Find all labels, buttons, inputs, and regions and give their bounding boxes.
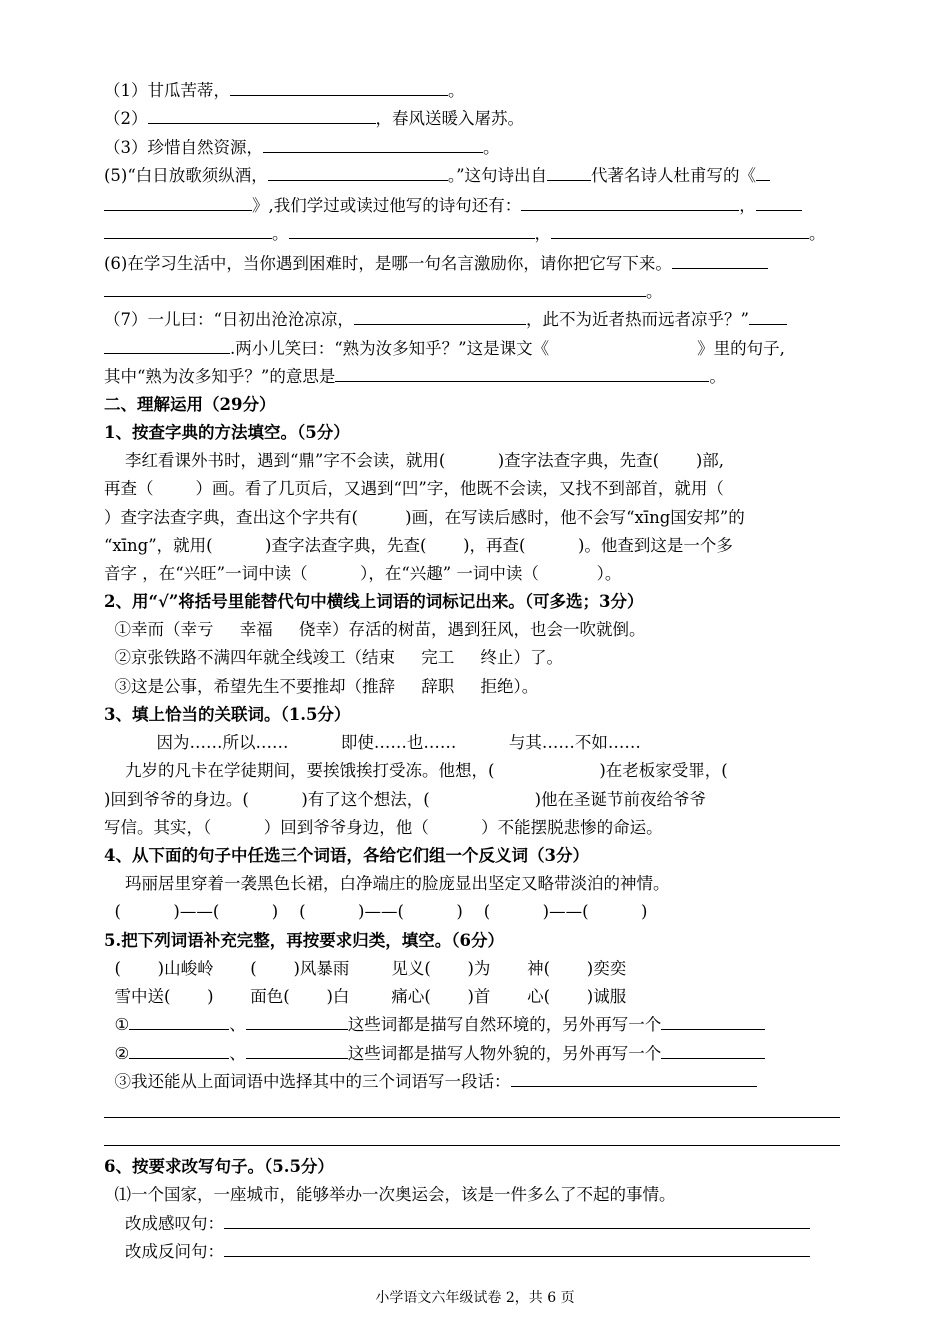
- item-2: （2） ，春风送暖入屠苏。: [104, 109, 524, 128]
- q1-text: 再查（ ）画。看了几页后，又遇到“凹”字，他既不会读，又找不到部首，就用（: [104, 479, 724, 498]
- blank[interactable]: [756, 196, 802, 211]
- q3-text: 写信。其实，（ ）回到爷爷身边，他（ ）不能摆脱悲惨的命运。: [104, 818, 663, 837]
- q3-text: )回到爷爷的身边。( )有了这个想法，( )他在圣诞节前夜给爷爷: [104, 790, 707, 809]
- q4-title: 4、从下面的句子中任选三个词语，各给它们组一个反义词（3分）: [104, 846, 589, 865]
- item-6-line2: 。: [104, 281, 663, 303]
- blank[interactable]: [148, 109, 376, 124]
- q5-sub-3: ③我还能从上面词语中选择其中的三个词语写一段话：: [104, 1071, 757, 1093]
- blank[interactable]: [224, 1214, 810, 1229]
- item-3: （3）珍惜自然资源， 。: [104, 138, 500, 157]
- blank[interactable]: [749, 310, 787, 325]
- item-5-line1: (5)“白日放歌须纵酒， 。”这句诗出自 代著名诗人杜甫写的《: [104, 165, 770, 187]
- q2-item: ①幸而（幸亏 幸福 侥幸）存活的树苗，遇到狂风，也会一吹就倒。: [104, 620, 646, 639]
- blank[interactable]: [521, 196, 739, 211]
- blank[interactable]: [661, 1015, 765, 1030]
- blank[interactable]: [104, 196, 252, 211]
- answer-line[interactable]: [104, 1145, 840, 1146]
- blank[interactable]: [756, 166, 770, 181]
- q6-sentence: ⑴一个国家，一座城市，能够举办一次奥运会，该是一件多么了不起的事情。: [104, 1185, 676, 1204]
- q2-title: 2、用“√”将括号里能替代句中横线上词语的词标记出来。（可多选；3分）: [104, 592, 644, 611]
- q3-title: 3、填上恰当的关联词。（1.5分）: [104, 705, 351, 724]
- blank[interactable]: [104, 339, 230, 354]
- q5-sub-1: ① 、 这些词都是描写自然环境的，另外再写一个: [104, 1014, 765, 1036]
- item-1: （1）甘瓜苦蒂， 。: [104, 81, 465, 100]
- item-6-line1: (6)在学习生活中，当你遇到困难时，是哪一句名言激励你，请你把它写下来。: [104, 253, 768, 275]
- q1-title: 1、按查字典的方法填空。（5分）: [104, 423, 350, 442]
- q5-title: 5.把下列词语补充完整，再按要求归类，填空。（6分）: [104, 931, 504, 950]
- answer-line[interactable]: [104, 1117, 840, 1118]
- q6-rhetorical: 改成反问句：: [104, 1241, 810, 1263]
- item-5-line2: 》,我们学过或读过他写的诗句还有： ，: [104, 195, 802, 217]
- q3-text: 九岁的凡卡在学徒期间，要挨饿挨打受冻。他想，( )在老板家受罪，(: [104, 761, 728, 780]
- blank[interactable]: [263, 138, 483, 153]
- blank[interactable]: [268, 166, 448, 181]
- blank[interactable]: [104, 282, 646, 297]
- blank[interactable]: [335, 367, 709, 382]
- page-footer: 小学语文六年级试卷 2，共 6 页: [375, 1290, 575, 1306]
- item-7-line3: 其中“熟为汝多知乎？”的意思是 。: [104, 367, 726, 386]
- blank[interactable]: [661, 1044, 765, 1059]
- blank[interactable]: [246, 1015, 348, 1030]
- q4-sentence: 玛丽居里穿着一袭黑色长裙，白净端庄的脸庞显出坚定又略带淡泊的神情。: [104, 874, 670, 893]
- blank[interactable]: [246, 1044, 348, 1059]
- blank[interactable]: [104, 224, 272, 239]
- blank[interactable]: [129, 1015, 229, 1030]
- q2-item: ③这是公事，希望先生不要推却（推辞 辞职 拒绝）。: [104, 677, 539, 696]
- q3-options: 因为……所以…… 即使……也…… 与其……不如……: [104, 733, 641, 752]
- q5-words[interactable]: ( )山峻岭 ( )风暴雨 见义( )为 神( )奕奕: [104, 959, 627, 978]
- blank[interactable]: [289, 224, 535, 239]
- blank[interactable]: [511, 1072, 757, 1087]
- item-5-line3: 。 ， 。: [104, 223, 826, 245]
- q1-text: ）查字法查字典，查出这个字共有( )画，在写读后感时，他不会写“xīng国安邦”的: [104, 508, 745, 527]
- q5-words[interactable]: 雪中送( ) 面色( )白 痛心( )首 心( )诚服: [104, 987, 627, 1006]
- q1-text: 音字 ，在“兴旺”一词中读（ ），在“兴趣” 一词中读（ ）。: [104, 564, 622, 583]
- q2-item: ②京张铁路不满四年就全线竣工（结束 完工 终止）了。: [104, 648, 563, 667]
- q5-sub-2: ② 、 这些词都是描写人物外貌的，另外再写一个: [104, 1043, 765, 1065]
- q1-text: “xīng”，就用( )查字法查字典，先查( )，再查( )。他查到这是一个多: [104, 536, 733, 555]
- blank[interactable]: [547, 166, 591, 181]
- blank[interactable]: [354, 310, 526, 325]
- blank[interactable]: [129, 1044, 229, 1059]
- q4-answers[interactable]: ( )——( ) ( )——( ) ( )——( ): [104, 902, 648, 921]
- blank[interactable]: [230, 81, 448, 96]
- blank[interactable]: [551, 224, 809, 239]
- q6-exclamatory: 改成感叹句：: [104, 1213, 810, 1235]
- blank[interactable]: [672, 254, 768, 269]
- item-7-line1: （7）一儿曰：“日初出沧沧凉凉， ，此不为近者热而远者凉乎？”: [104, 309, 787, 331]
- blank[interactable]: [224, 1242, 810, 1257]
- q6-title: 6、按要求改写句子。（5.5分）: [104, 1157, 334, 1176]
- item-7-line2: .两小儿笑曰：“熟为汝多知乎？”这是课文《 》里的句子,: [104, 338, 785, 360]
- q1-text: 李红看课外书时，遇到“鼎”字不会读，就用( )查字法查字典，先查( )部,: [104, 451, 725, 470]
- section-2-title: 二、理解运用（29分）: [104, 395, 276, 414]
